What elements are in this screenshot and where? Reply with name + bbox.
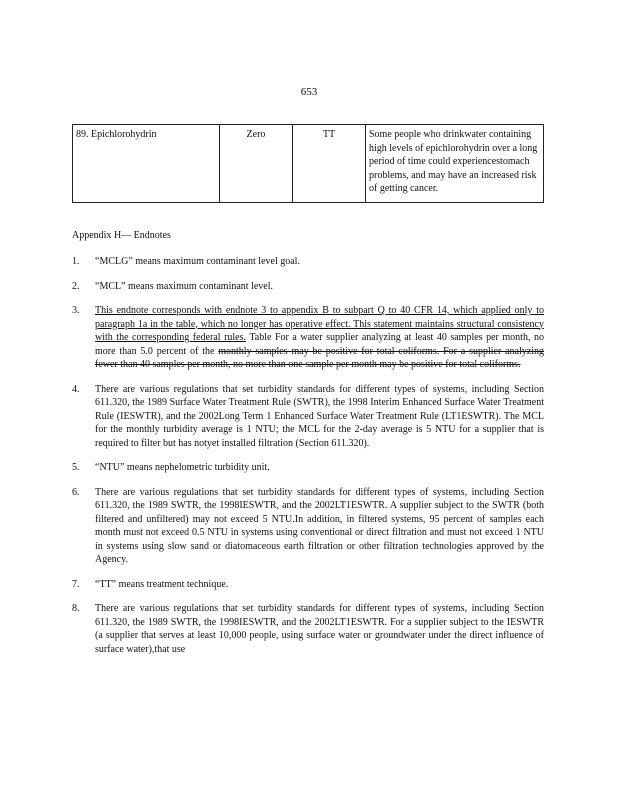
contaminant-cell: 89. Epichlorohydrin xyxy=(73,125,220,203)
note-number: 3. xyxy=(72,305,80,316)
list-item xyxy=(72,602,544,656)
note-number: 7. xyxy=(72,578,80,590)
note-text: There are various regulations that set turbidity standards for different types of systems, including Section 611.320, the 1989 Surface Water Treatment Rule (SWTR), the 1998 Interim Enhanced Surface Water Treatment Rule (IESWTR), and the 2002Long Term 1 Enhanced Surface Water Treatment Rule (LT1ESWTR). The MCL for the monthly turbidity average is 1 NTU; the MCL for the 2-day average is 5 NTU for a supplier that is required to filter but has notyet installed filtration (Section 611.320). xyxy=(95,383,544,449)
list-item xyxy=(72,255,544,269)
deleted-text: monthly samples may be positive for total coliforms. For a supplier analyzing fewer than 40 samples per month, no more than one sample per month may be positive for total coliforms. xyxy=(95,345,544,370)
note-number: 5. xyxy=(72,462,80,473)
endnotes-list xyxy=(72,255,544,667)
endnotes-heading: Appendix H— Endnotes xyxy=(72,230,171,241)
mcl-cell: TT xyxy=(293,125,366,203)
contaminant-table xyxy=(72,124,544,203)
note-text: “MCLG” means maximum contaminant level goal. xyxy=(95,256,300,267)
inserted-text: This endnote corresponds with endnote 3 to appendix B to subpart Q to 40 CFR 14, which applied only to paragraph 1a in the table, which no longer has operative effect. This statement maintains structural consistency with the corresponding federal rules. xyxy=(95,305,544,343)
note-text: “NTU” means nephelometric turbidity unit. xyxy=(95,462,270,473)
note-text: Table For a water supplier analyzing at least 40 samples per month, no more than 5.0 percent of the xyxy=(95,332,544,357)
page-number: 653 xyxy=(300,86,318,98)
note-number: 2. xyxy=(72,280,80,292)
note-text: “TT” means treatment technique. xyxy=(95,578,229,590)
note-text: “MCL” means maximum contaminant level. xyxy=(95,280,274,292)
note-number: 6. xyxy=(72,486,80,498)
note-number: 1. xyxy=(72,256,80,267)
mclg-cell: Zero xyxy=(220,125,293,203)
list-item xyxy=(72,304,544,372)
health-effects-cell: Some people who drinkwater containing high levels of epichlorohydrin over a long period of time could experiencestomach problems, and may have an increased risk of getting cancer. xyxy=(366,125,544,203)
note-text: There are various regulations that set turbidity standards for different types of systems, including Section 611.320, the 1989 SWTR, the 1998IESWTR, and the 2002LT1ESWTR. A supplier subject to the SWTR (both filtered and unfiltered) may not exceed 5 NTU.In addition, in filtered systems, 95 percent of samples each month must not exceed 0.5 NTU in systems using conventional or direct filtration and must not exceed 1 NTU in systems using slow sand or diatomaceous earth filtration or other filtration technologies approved by the Agency. xyxy=(95,486,544,565)
note-number: 8. xyxy=(72,603,80,614)
list-item xyxy=(72,486,544,567)
list-item xyxy=(72,461,544,475)
table-row xyxy=(73,125,544,203)
list-item xyxy=(72,383,544,451)
list-item xyxy=(72,280,544,294)
list-item xyxy=(72,578,544,592)
note-number: 4. xyxy=(72,383,80,395)
note-text: There are various regulations that set turbidity standards for different types of systems, including Section 611.320, the 1989 SWTR, the 1998IESWTR, and the 2002LT1ESWTR. For a supplier subject to the IESWTR (a supplier that serves at least 10,000 people, using surface water or groundwater under the direct influence of surface water),that use xyxy=(95,603,544,655)
